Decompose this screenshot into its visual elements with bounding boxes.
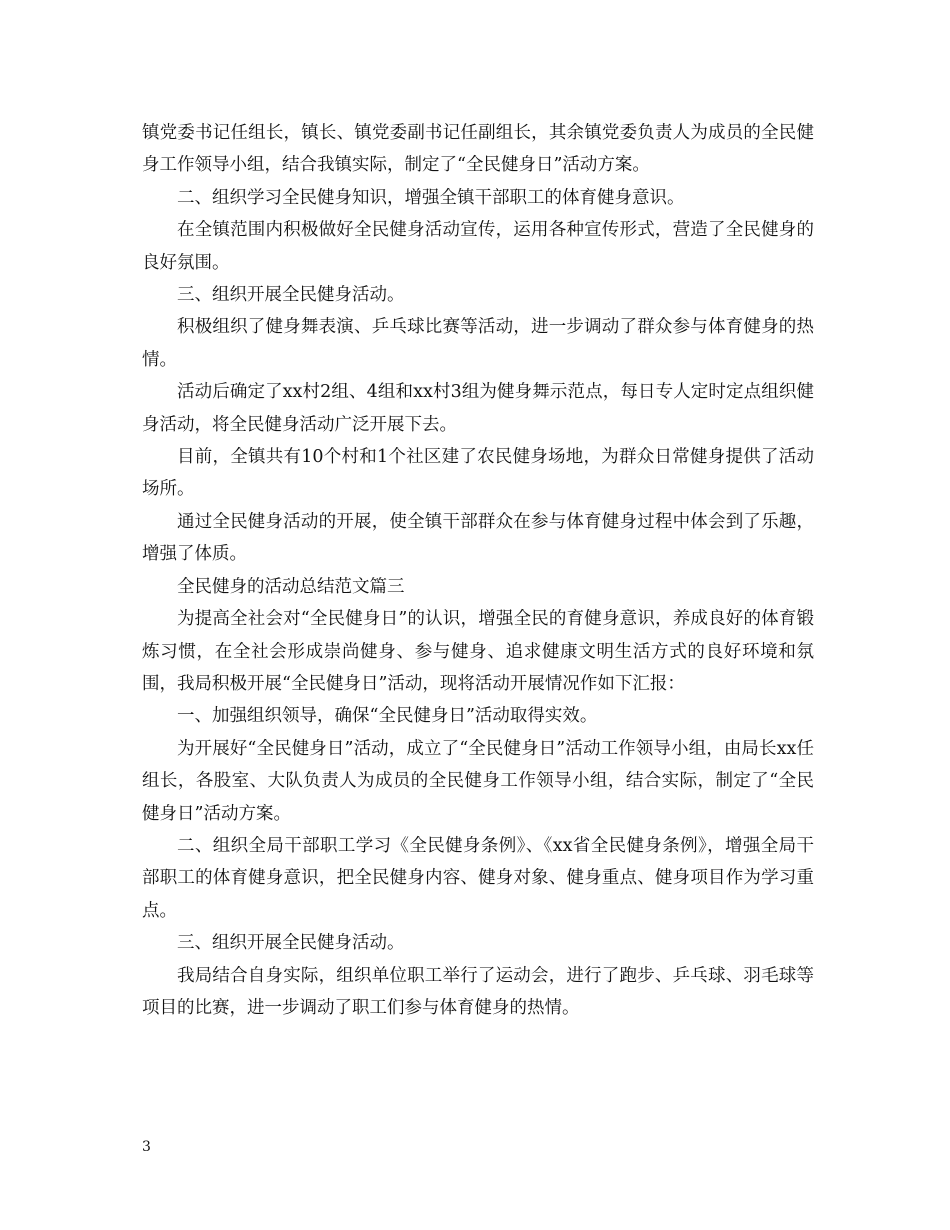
paragraph-section-heading: 三、组织开展全民健身活动。 <box>177 285 405 306</box>
paragraph: 为提高全社会对“全民健身日”的认识，增强全民的育健身意识，养成良好的体育锻炼习惯，在全社会形成崇尚健身、参与健身、追求健康文明生活方式的良好环境和氛围，我局积极开展“全民健身日”活动，现将活动开展情况作如下汇报： <box>142 609 814 694</box>
paragraph: 为开展好“全民健身日”活动，成立了“全民健身日”活动工作领导小组，由局长xx任组长，各股室、大队负责人为成员的全民健身工作领导小组，结合实际，制定了“全民健身日”活动方案。 <box>142 738 814 824</box>
paragraph: 通过全民健身活动的开展，使全镇干部群众在参与体育健身过程中体会到了乐趣，增强了体质。 <box>142 511 814 565</box>
paragraph-section-heading: 二、组织学习全民健身知识，增强全镇干部职工的体育健身意识。 <box>177 187 685 208</box>
paragraph: 目前，全镇共有10个村和1个社区建了农民健身场地，为群众日常健身提供了活动场所。 <box>142 447 814 500</box>
paragraph: 在全镇范围内积极做好全民健身活动宣传，运用各种宣传形式，营造了全民健身的良好氛围。 <box>142 220 814 273</box>
paragraph-section-heading: 一、加强组织领导，确保“全民健身日”活动取得实效。 <box>177 706 598 727</box>
document-body <box>142 117 814 1024</box>
article-title: 全民健身的活动总结范文篇三 <box>177 576 405 597</box>
paragraph-section-heading: 二、组织全局干部职工学习《全民健身条例》、《xx省全民健身条例》，增强全局干部职工的体育健身意识，把全民健身内容、健身对象、健身重点、健身项目作为学习重点。 <box>142 835 814 921</box>
paragraph-continuation: 镇党委书记任组长，镇长、镇党委副书记任副组长，其余镇党委负责人为成员的全民健身工作领导小组，结合我镇实际，制定了“全民健身日”活动方案。 <box>142 123 814 176</box>
paragraph-section-heading: 三、组织开展全民健身活动。 <box>177 933 405 954</box>
paragraph: 活动后确定了xx村2组、4组和xx村3组为健身舞示范点，每日专人定时定点组织健身活动，将全民健身活动广泛开展下去。 <box>142 382 814 435</box>
paragraph: 积极组织了健身舞表演、乒乓球比赛等活动，进一步调动了群众参与体育健身的热情。 <box>142 317 814 370</box>
page-number: 3 <box>142 1139 151 1155</box>
paragraph: 我局结合自身实际，组织单位职工举行了运动会，进行了跑步、乒乓球、羽毛球等项目的比赛，进一步调动了职工们参与体育健身的热情。 <box>142 965 814 1018</box>
